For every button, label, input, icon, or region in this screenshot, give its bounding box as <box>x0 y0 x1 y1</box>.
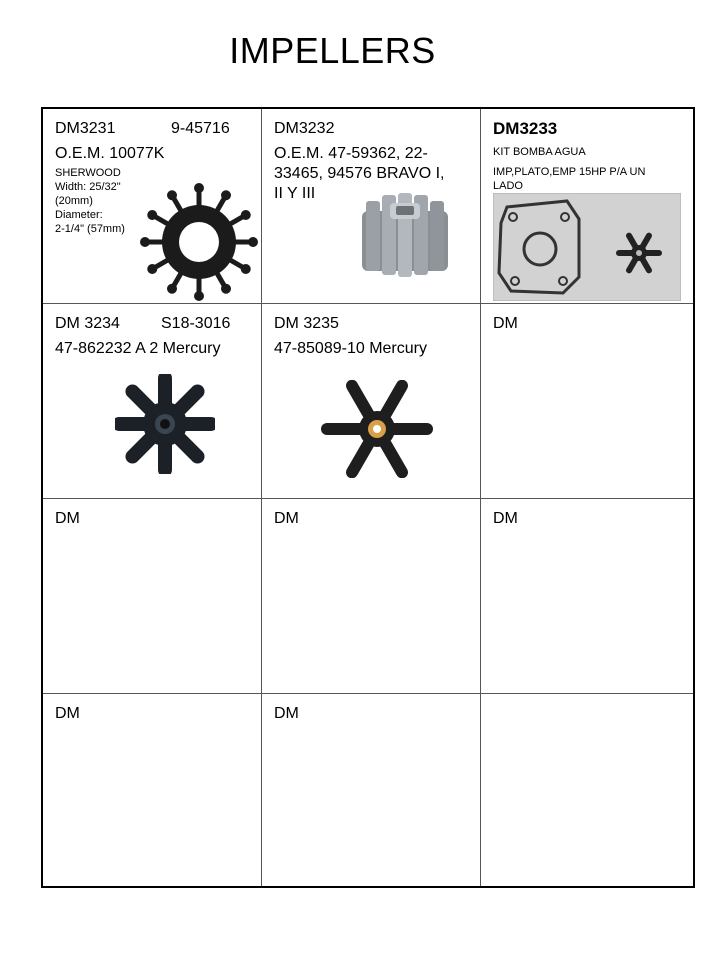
cell-empty-2 <box>43 499 262 694</box>
product-code: DM 3234 <box>55 315 120 332</box>
cell-empty-6 <box>262 694 481 886</box>
cell-dm3231 <box>43 109 262 304</box>
pump-kit-image <box>493 193 681 301</box>
impeller-image-dm3232 <box>360 189 450 284</box>
product-code: DM 3235 <box>274 315 339 332</box>
product-code: DM <box>274 705 299 722</box>
cell-empty-4 <box>481 499 693 694</box>
cell-dm3235 <box>262 304 481 499</box>
cell-dm3233 <box>481 109 693 304</box>
cell-dm3232 <box>262 109 481 304</box>
brand-label: SHERWOOD <box>55 167 121 179</box>
product-code: DM3232 <box>274 120 335 137</box>
oem-number: 47-85089-10 Mercury <box>274 340 427 357</box>
oem-number: O.E.M. 10077K <box>55 145 165 162</box>
product-ref: S18-3016 <box>161 315 231 332</box>
product-code: DM <box>274 510 299 527</box>
cell-blank <box>481 694 693 886</box>
impeller-image-dm3234 <box>115 374 215 474</box>
kit-description-3: LADO <box>493 180 523 192</box>
product-code: DM3231 <box>55 120 116 137</box>
product-table <box>41 107 695 888</box>
oem-line-2: 33465, 94576 BRAVO I, <box>274 165 445 182</box>
cell-empty-5 <box>43 694 262 886</box>
oem-number: 47-862232 A 2 Mercury <box>55 340 221 357</box>
cell-empty-3 <box>262 499 481 694</box>
product-code: DM <box>55 510 80 527</box>
width-label: Width: 25/32" <box>55 181 121 193</box>
product-code: DM3233 <box>493 119 558 138</box>
width-mm: (20mm) <box>55 195 93 207</box>
product-code: DM <box>55 705 80 722</box>
diameter-value: 2-1/4" (57mm) <box>55 223 125 235</box>
cell-dm3234 <box>43 304 262 499</box>
impeller-image-dm3231 <box>138 181 260 303</box>
kit-description-1: KIT BOMBA AGUA <box>493 146 586 158</box>
product-code: DM <box>493 510 518 527</box>
cell-empty-1 <box>481 304 693 499</box>
oem-line-3: II Y III <box>274 185 316 202</box>
page-title: IMPELLERS <box>229 30 436 71</box>
oem-line-1: O.E.M. 47-59362, 22- <box>274 145 428 162</box>
kit-description-2: IMP,PLATO,EMP 15HP P/A UN <box>493 166 646 178</box>
impeller-image-dm3235 <box>319 380 435 478</box>
product-ref: 9-45716 <box>171 120 230 137</box>
product-code: DM <box>493 315 518 332</box>
diameter-label: Diameter: <box>55 209 103 221</box>
